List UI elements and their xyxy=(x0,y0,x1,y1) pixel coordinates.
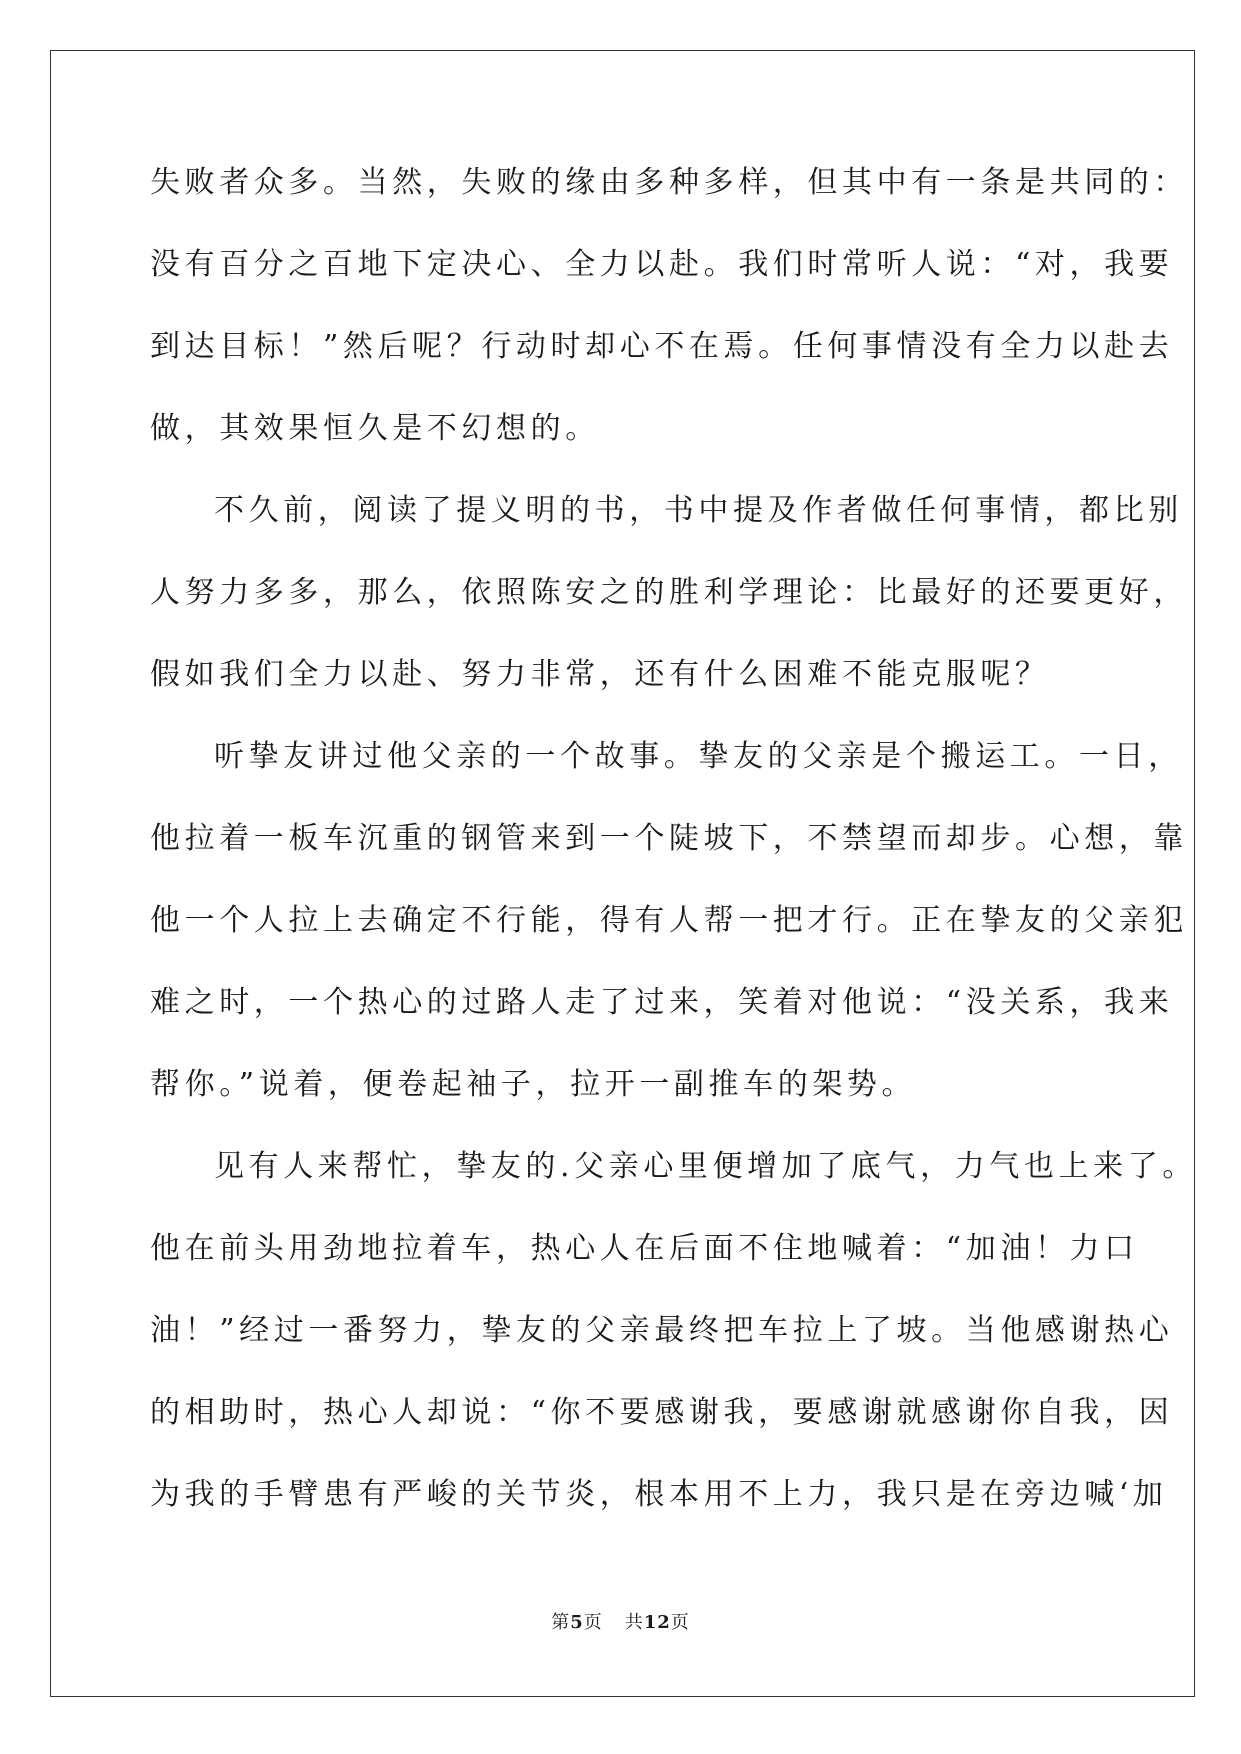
text-line: 人努力多多，那么，依照陈安之的胜利学理论：比最好的还要更好， xyxy=(150,575,1188,610)
text-line: 听挚友讲过他父亲的一个故事。挚友的父亲是个搬运工。一日， xyxy=(214,739,1183,774)
text-line: 为我的手臂患有严峻的关节炎，根本用不上力，我只是在旁边喊‘加 xyxy=(150,1477,1168,1512)
total-suffix: 页 xyxy=(670,1612,690,1633)
page-number: 5 xyxy=(570,1612,584,1633)
text-line: 的相助时，热心人却说：“你不要感谢我，要感谢就感谢你自我，因 xyxy=(150,1395,1174,1430)
page-prefix: 第 xyxy=(551,1612,571,1633)
text-line: 帮你。”说着，便卷起袖子，拉开一副推车的架势。 xyxy=(150,1067,917,1102)
page-suffix: 页 xyxy=(583,1612,603,1633)
page-footer xyxy=(0,1608,1241,1634)
text-line: 他拉着一板车沉重的钢管来到一个陡坡下，不禁望而却步。心想，靠 xyxy=(150,821,1188,856)
text-line: 见有人来帮忙，挚友的.父亲心里便增加了底气，力气也上来了。 xyxy=(214,1149,1197,1184)
text-line: 难之时，一个热心的过路人走了过来，笑着对他说：“没关系，我来 xyxy=(150,985,1174,1020)
body-text xyxy=(150,158,1197,1552)
text-line: 他在前头用劲地拉着车，热心人在后面不住地喊着：“加油！力口 xyxy=(150,1231,1139,1266)
text-line: 失败者众多。当然，失败的缘由多种多样，但其中有一条是共同的： xyxy=(150,165,1188,200)
text-line: 做，其效果恒久是不幻想的。 xyxy=(150,411,600,446)
text-line: 到达目标！”然后呢？行动时却心不在焉。任何事情没有全力以赴去 xyxy=(150,329,1174,364)
text-line: 假如我们全力以赴、努力非常，还有什么困难不能克服呢？ xyxy=(150,657,1050,692)
text-line: 油！”经过一番努力，挚友的父亲最终把车拉上了坡。当他感谢热心 xyxy=(150,1313,1174,1348)
total-pages: 12 xyxy=(643,1612,671,1633)
total-prefix: 共 xyxy=(624,1612,644,1633)
text-line: 不久前，阅读了提义明的书，书中提及作者做任何事情，都比别 xyxy=(214,493,1183,528)
text-line: 没有百分之百地下定决心、全力以赴。我们时常听人说：“对，我要 xyxy=(150,247,1174,282)
text-line: 他一个人拉上去确定不行能，得有人帮一把才行。正在挚友的父亲犯 xyxy=(150,903,1188,938)
